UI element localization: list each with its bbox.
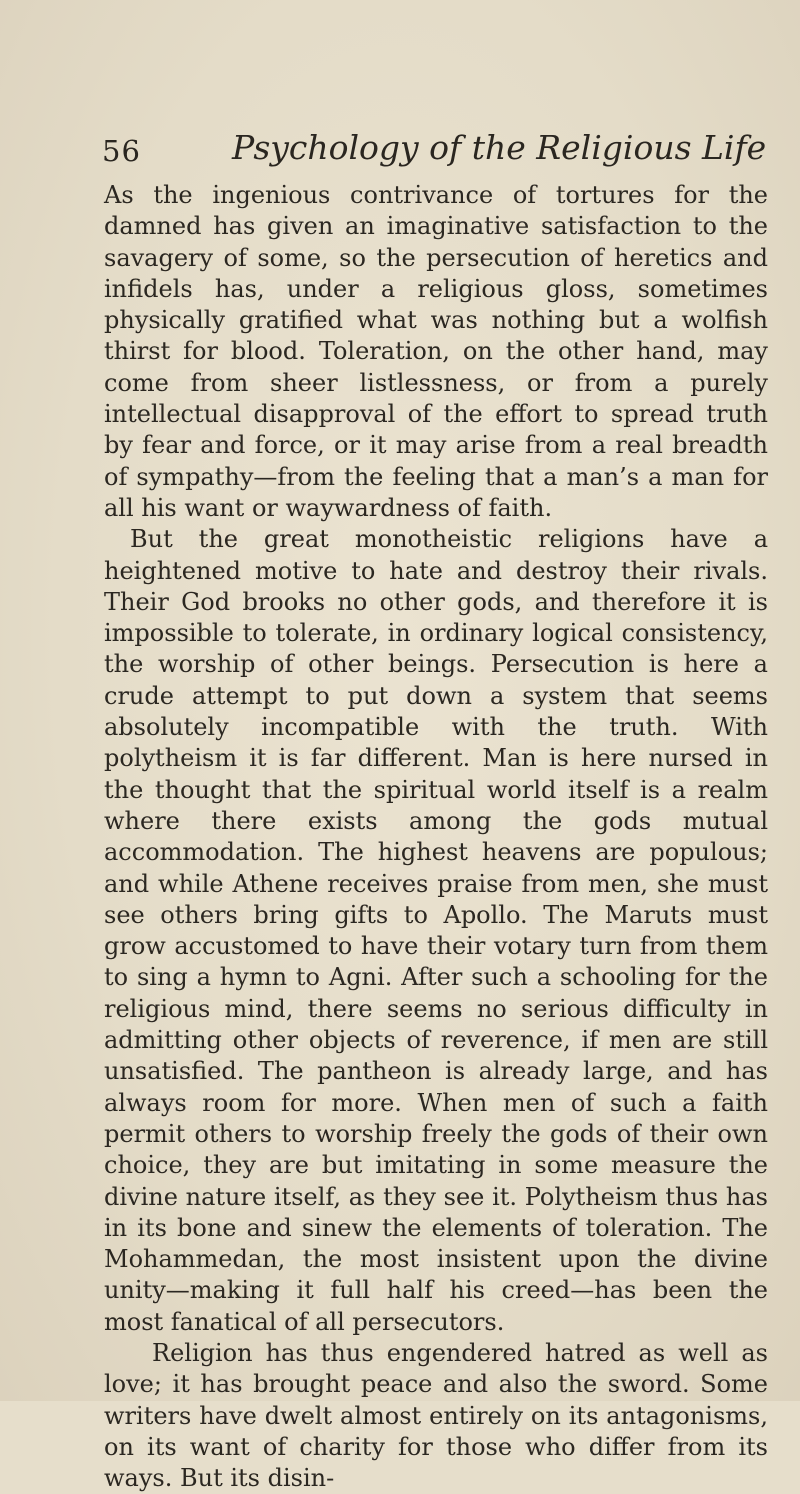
paragraph-1: As the ingenious contrivance of tortures for the damned has given an imaginative satisfaction to the savagery of some, so the persecution of heretics and infidels has, under a religious gloss, sometimes physically gratified what was nothing but a wolfish thirst for blood. Toleration, on the other hand, may come from sheer listlessness, or from a purely intellectual disapproval of the effort to spread truth by fear and force, or it may arise from a real breadth of sympathy—from the feeling that a man’s a man for all his want or waywardness of faith. — [104, 181, 768, 522]
paragraph-3: Religion has thus engendered hatred as well as love; it has brought peace and also the sword. Some writers have dwelt almost entirely on its antagonisms, on its want of charity for those who differ from its ways. But its disin- — [104, 1338, 768, 1493]
page-number: 56 — [102, 134, 141, 168]
running-title: Psychology of the Religious Life — [232, 128, 767, 167]
running-header — [102, 128, 767, 172]
body-text — [104, 180, 768, 1494]
paragraph-2: But the great monotheistic religions have a heightened motive to hate and destroy their rivals. Their God brooks no other gods, and therefore it is impossible to tolerate, in ordinary logical consistency, the worship of other beings. Persecution is here a crude attempt to put down a system that seems absolutely incompatible with the truth. With polytheism it is far different. Man is here nursed in the thought that the spiritual world itself is a realm where there exists among the gods mutual accommodation. The highest heavens are populous; and while Athene receives praise from men, she must see others bring gifts to Apollo. The Maruts must grow accustomed to have their votary turn from them to sing a hymn to Agni. After such a schooling for the religious mind, there seems no serious difficulty in admitting other objects of reverence, if men are still unsatisfied. The pantheon is already large, and has always room for more. When men of such a faith permit others to worship freely the gods of their own choice, they are but imitating in some measure the divine nature itself, as they see it. Polytheism thus has in its bone and sinew the elements of toleration. The Mohammedan, the most insistent upon the divine unity—making it full half his creed—has been the most fanatical of all persecutors. — [104, 525, 768, 1336]
